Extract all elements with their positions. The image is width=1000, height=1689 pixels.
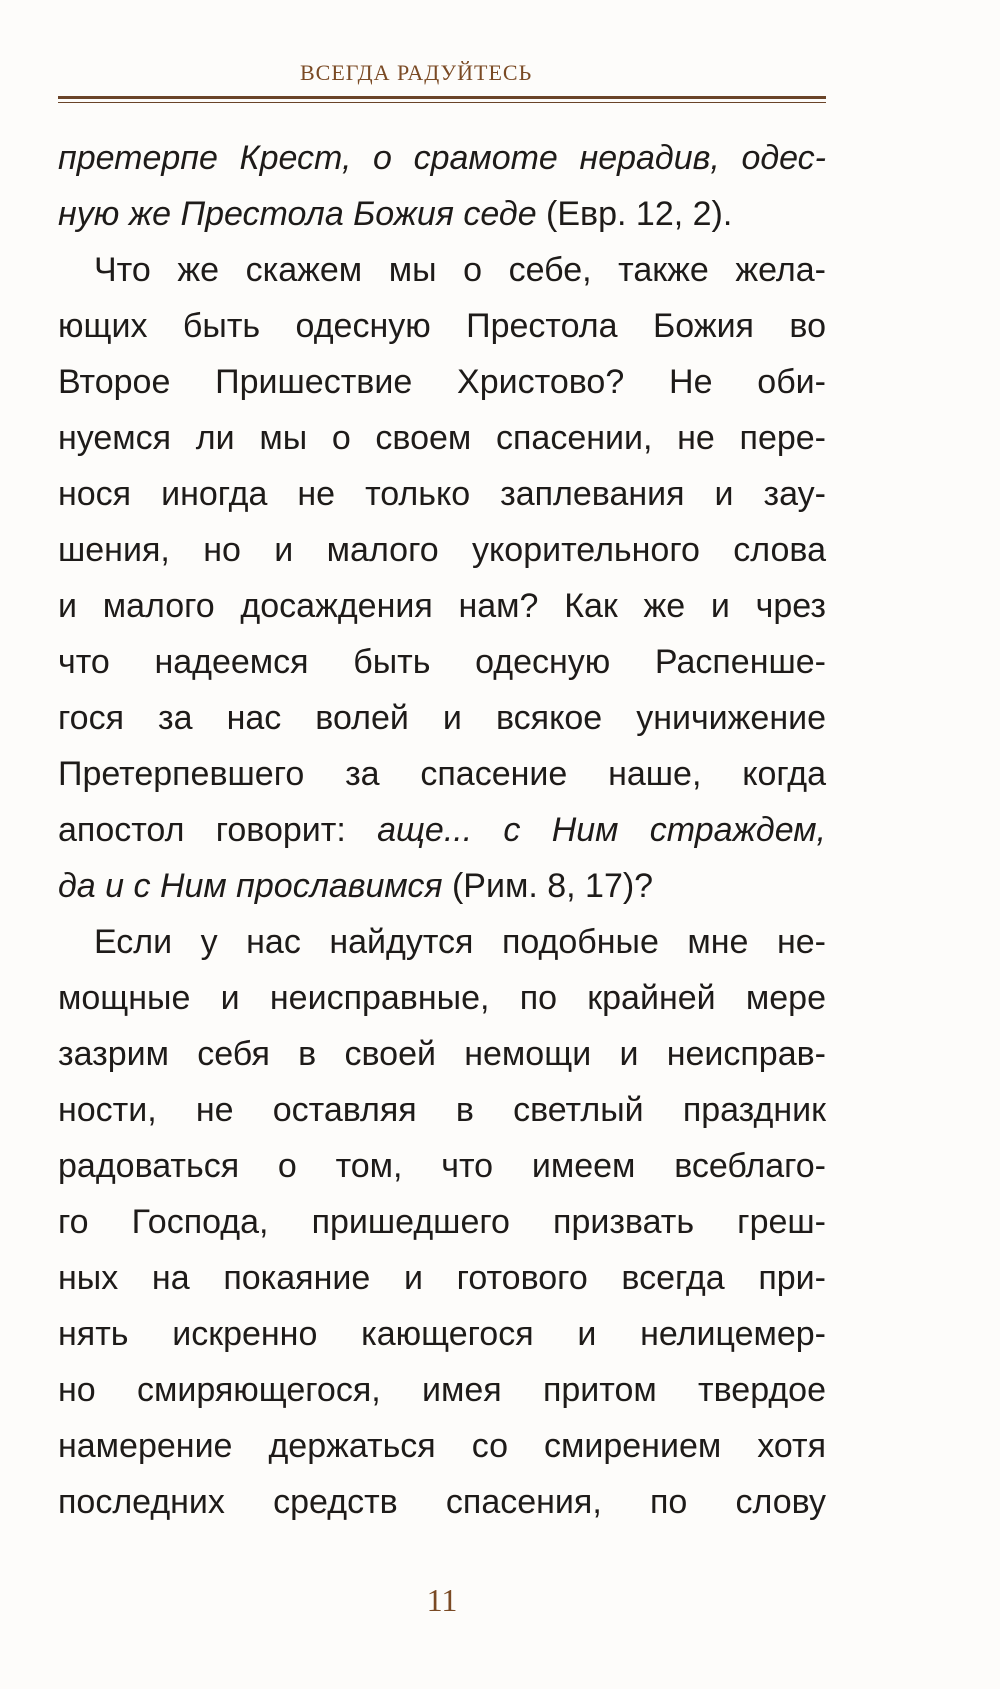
text-line-25 <box>58 1474 826 1530</box>
normal-span: намерение держаться со смирением хотя <box>58 1427 826 1465</box>
normal-span: (Евр. 12, 2). <box>536 195 733 233</box>
header-rule-thin <box>58 102 826 103</box>
text-line-8 <box>58 522 826 578</box>
normal-span: последних средств спасения, по слову <box>58 1483 826 1521</box>
normal-span: мощные и неисправные, по крайней мере <box>58 979 826 1017</box>
italic-span: аще... с Ним страждем, <box>377 811 826 849</box>
text-line-2 <box>58 186 826 242</box>
normal-span: и малого досаждения нам? Как же и чрез <box>58 587 826 625</box>
normal-span: шения, но и малого укорительного слова <box>58 531 826 569</box>
text-line-6 <box>58 410 826 466</box>
text-line-4 <box>58 298 826 354</box>
text-line-11 <box>58 690 826 746</box>
normal-span: нять искренно кающегося и нелицемер- <box>58 1315 826 1353</box>
normal-span: но смиряющегося, имея притом твердое <box>58 1371 826 1409</box>
text-line-16 <box>58 970 826 1026</box>
page-number: 11 <box>426 1582 458 1618</box>
text-line-14 <box>58 858 826 914</box>
text-line-21 <box>58 1250 826 1306</box>
running-header: ВСЕГДА РАДУЙТЕСЬ <box>300 60 533 85</box>
text-line-9 <box>58 578 826 634</box>
normal-span: нося иногда не только заплевания и зау- <box>58 475 826 513</box>
normal-span: (Рим. 8, 17)? <box>442 867 654 905</box>
normal-span: го Господа, пришедшего призвать греш- <box>58 1203 826 1241</box>
italic-span: претерпе Крест, о срамоте нерадив, одес- <box>58 139 826 177</box>
text-line-7 <box>58 466 826 522</box>
italic-span: да и с Ним прославимся <box>58 867 443 905</box>
text-line-24 <box>58 1418 826 1474</box>
text-line-18 <box>58 1082 826 1138</box>
normal-span: апостол говорит: <box>58 811 378 849</box>
text-line-19 <box>58 1138 826 1194</box>
normal-span: ных на покаяние и готового всегда при- <box>58 1259 826 1297</box>
text-line-5 <box>58 354 826 410</box>
text-line-23 <box>58 1362 826 1418</box>
text-line-17 <box>58 1026 826 1082</box>
text-line-10 <box>58 634 826 690</box>
text-line-1 <box>58 130 826 186</box>
text-line-20 <box>58 1194 826 1250</box>
normal-span: что надеемся быть одесную Распенше- <box>58 643 826 681</box>
normal-span: нуемся ли мы о своем спасении, не пере- <box>58 419 826 457</box>
header-rule-thick <box>58 96 826 99</box>
text-line-12 <box>58 746 826 802</box>
text-line-15 <box>58 914 826 970</box>
normal-span: ности, не оставляя в светлый праздник <box>58 1091 826 1129</box>
normal-span: зазрим себя в своей немощи и неисправ- <box>58 1035 826 1073</box>
normal-span: гося за нас волей и всякое уничижение <box>58 699 826 737</box>
italic-span: ную же Престола Божия седе <box>58 195 537 233</box>
normal-span: Что же скажем мы о себе, также жела- <box>94 251 826 289</box>
normal-span: Если у нас найдутся подобные мне не- <box>94 923 826 961</box>
normal-span: Претерпевшего за спасение наше, когда <box>58 755 826 793</box>
text-line-3 <box>58 242 826 298</box>
text-line-13 <box>58 802 826 858</box>
normal-span: Второе Пришествие Христово? Не оби- <box>58 363 826 401</box>
body-text <box>58 130 826 1530</box>
normal-span: ющих быть одесную Престола Божия во <box>58 307 826 345</box>
normal-span: радоваться о том, что имеем всеблаго- <box>58 1147 826 1185</box>
text-line-22 <box>58 1306 826 1362</box>
